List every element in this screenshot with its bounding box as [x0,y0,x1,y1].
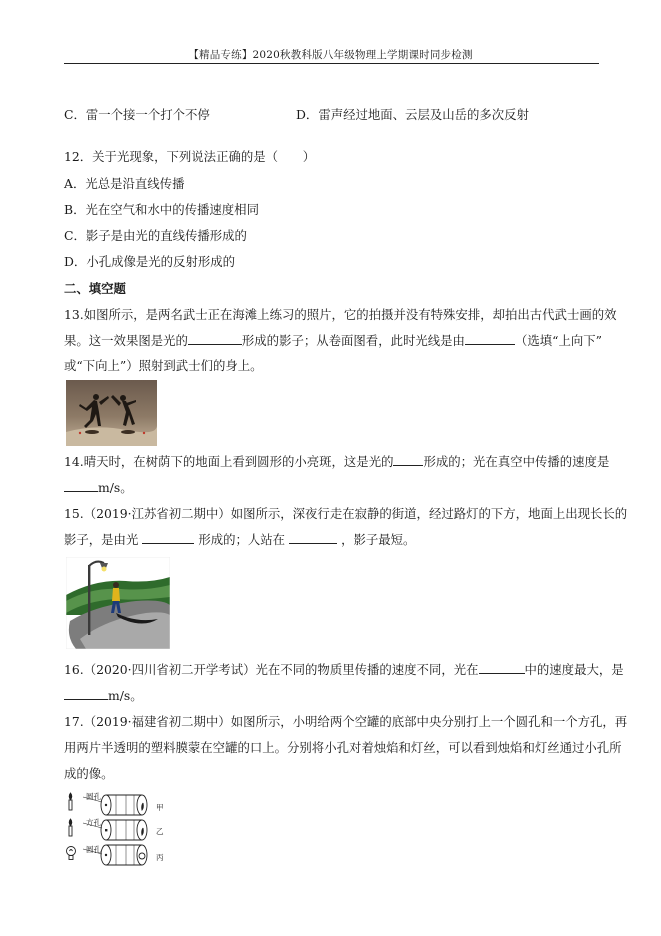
q15-line1: 15.（2019·江苏省初二期中）如图所示，深夜行走在寂静的街道，经过路灯的下方，地面上出现长长的 [64,506,628,521]
q16-line1: 16.（2020·四川省初二开学考试）光在不同的物质里传播的速度不同，光在 中的速度最大，是 [64,662,624,677]
q12-option-d: D．小孔成像是光的反射形成的 [64,254,236,269]
q14-line2: m/s。 [64,479,133,497]
q13-blank-2[interactable] [465,332,515,345]
q14-blank-2[interactable] [64,479,98,492]
q16-blank-2[interactable] [64,687,108,700]
q11-option-d: D．雷声经过地面、云层及山岳的多次反射 [296,107,529,122]
street-lamp-figure [66,557,170,649]
q14-line1: 14.晴天时，在树荫下的地面上看到圆形的小亮斑，这是光的 形成的；光在真空中传播的速度是 [64,454,610,469]
q15-line2: 影子，是由光 形成的；人站在 ，影子最短。 [64,532,416,547]
label-jia: 甲 [156,803,164,812]
q13-line3: 或“下向上”）照射到武士们的身上。 [64,358,263,373]
q16-blank-1[interactable] [479,661,525,674]
page-header: 【精品专练】2020秋教科版八年级物理上学期课时同步检测 [188,49,473,61]
section-title: 二、填空题 [64,281,126,296]
q12-option-c: C．影子是由光的直线传播形成的 [64,228,247,243]
q13-blank-1[interactable] [188,332,242,345]
label-bing: 丙 [156,853,164,862]
q15-blank-2[interactable] [289,531,337,544]
q17-line1: 17.（2019·福建省初二期中）如图所示，小明给两个空罐的底部中央分别打上一个圆孔和一个方孔，再 [64,714,628,729]
label-round-hole-2: 圆孔 [86,845,101,854]
label-round-hole: 圆孔 [86,792,101,801]
header-rule [64,63,599,64]
q17-line3: 成的像。 [64,766,114,781]
label-yi: 乙 [156,827,164,836]
q12-option-b: B．光在空气和水中的传播速度相同 [64,202,259,217]
q14-blank-1[interactable] [393,453,423,466]
q12-stem: 12．关于光现象，下列说法正确的是（ ） [64,149,316,164]
q15-blank-1[interactable] [142,531,194,544]
q12-option-a: A．光总是沿直线传播 [64,176,185,191]
q17-line2: 用两片半透明的塑料膜蒙在空罐的口上。分别将小孔对着烛焰和灯丝，可以看到烛焰和灯丝通过小孔所 [64,740,622,755]
q13-line1: 13.如图所示，是两名武士正在海滩上练习的照片，它的拍摄并没有特殊安排，却拍出古代武士画的效 [64,307,617,322]
q11-option-c: C．雷一个接一个打个不停 [64,107,210,122]
q13-line2: 果。这一效果图是光的 形成的影子；从卷面图看，此时光线是由 （选填“上向下” [64,333,602,348]
pinhole-cans-figure [64,788,168,868]
q16-line2: m/s。 [64,687,143,705]
warriors-beach-photo [66,380,157,446]
label-square-hole: 方孔 [86,818,101,827]
